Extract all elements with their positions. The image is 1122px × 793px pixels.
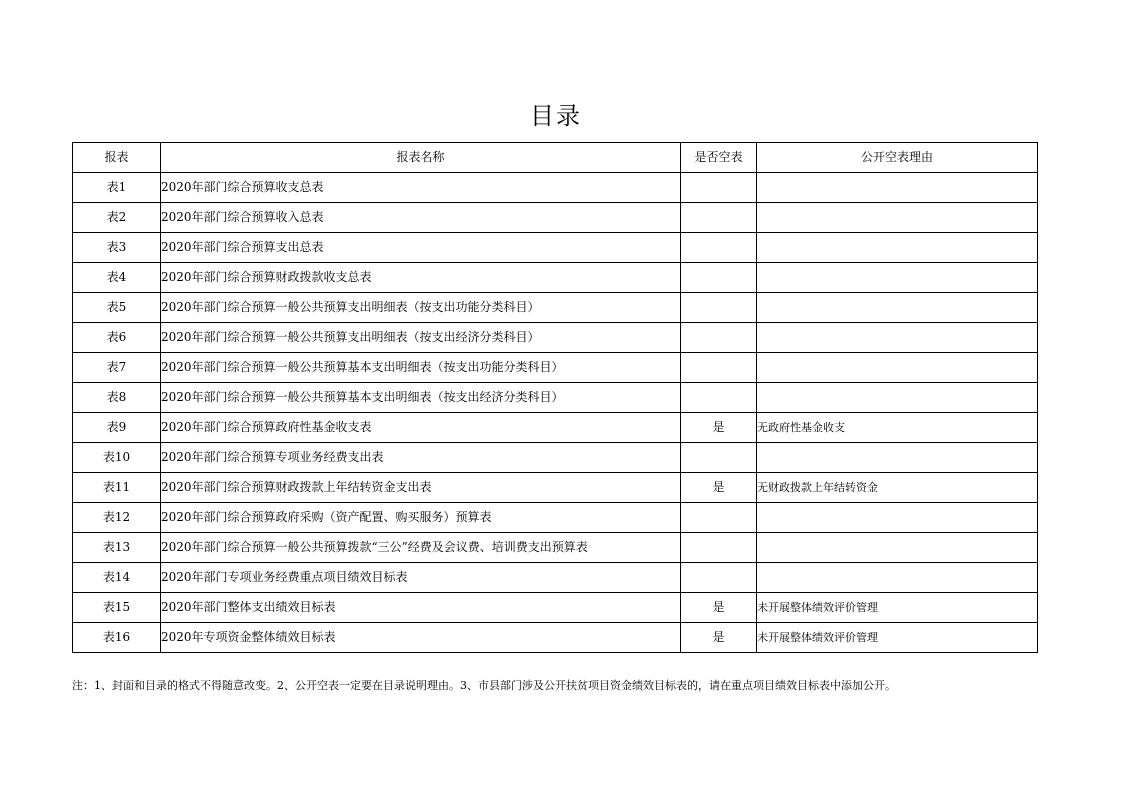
report-no-cell: 表13 — [73, 533, 161, 563]
report-no-cell: 表16 — [73, 623, 161, 653]
table-header-row — [73, 143, 1038, 173]
is-empty-cell: 是 — [681, 593, 757, 623]
report-name-cell: 2020年部门综合预算一般公共预算基本支出明细表（按支出功能分类科目） — [161, 353, 681, 383]
is-empty-cell: 是 — [681, 413, 757, 443]
report-name-cell: 2020年部门综合预算政府采购（资产配置、购买服务）预算表 — [161, 503, 681, 533]
empty-reason-cell — [757, 233, 1038, 263]
report-no-cell: 表10 — [73, 443, 161, 473]
report-name-cell: 2020年专项资金整体绩效目标表 — [161, 623, 681, 653]
table-row — [73, 563, 1038, 593]
report-name-cell: 2020年部门综合预算收入总表 — [161, 203, 681, 233]
report-no-cell: 表9 — [73, 413, 161, 443]
empty-reason-cell — [757, 533, 1038, 563]
table-row — [73, 413, 1038, 443]
empty-reason-cell — [757, 443, 1038, 473]
footnote: 注：1、封面和目录的格式不得随意改变。2、公开空表一定要在目录说明理由。3、市县部门涉及公开扶贫项目资金绩效目标表的，请在重点项目绩效目标表中添加公开。 — [72, 679, 896, 692]
report-no-cell: 表8 — [73, 383, 161, 413]
table-row — [73, 503, 1038, 533]
header-is-empty: 是否空表 — [681, 143, 757, 173]
table-row — [73, 443, 1038, 473]
report-name-cell: 2020年部门整体支出绩效目标表 — [161, 593, 681, 623]
report-index-table — [72, 142, 1038, 653]
is-empty-cell — [681, 533, 757, 563]
report-name-cell: 2020年部门综合预算政府性基金收支表 — [161, 413, 681, 443]
table-row — [73, 293, 1038, 323]
report-name-cell: 2020年部门综合预算专项业务经费支出表 — [161, 443, 681, 473]
is-empty-cell — [681, 383, 757, 413]
is-empty-cell: 是 — [681, 623, 757, 653]
empty-reason-cell — [757, 203, 1038, 233]
report-no-cell: 表12 — [73, 503, 161, 533]
empty-reason-cell — [757, 563, 1038, 593]
is-empty-cell — [681, 263, 757, 293]
header-report-no: 报表 — [73, 143, 161, 173]
report-name-cell: 2020年部门综合预算一般公共预算支出明细表（按支出经济分类科目） — [161, 323, 681, 353]
report-no-cell: 表3 — [73, 233, 161, 263]
empty-reason-cell: 无政府性基金收支 — [757, 413, 1038, 443]
report-name-cell: 2020年部门综合预算财政拨款收支总表 — [161, 263, 681, 293]
table-row — [73, 533, 1038, 563]
is-empty-cell — [681, 353, 757, 383]
table-row — [73, 623, 1038, 653]
empty-reason-cell — [757, 353, 1038, 383]
report-name-cell: 2020年部门综合预算财政拨款上年结转资金支出表 — [161, 473, 681, 503]
table-row — [73, 263, 1038, 293]
empty-reason-cell — [757, 503, 1038, 533]
report-no-cell: 表4 — [73, 263, 161, 293]
empty-reason-cell — [757, 173, 1038, 203]
report-name-cell: 2020年部门综合预算一般公共预算支出明细表（按支出功能分类科目） — [161, 293, 681, 323]
table-row — [73, 233, 1038, 263]
is-empty-cell: 是 — [681, 473, 757, 503]
is-empty-cell — [681, 323, 757, 353]
report-no-cell: 表1 — [73, 173, 161, 203]
is-empty-cell — [681, 173, 757, 203]
table-row — [73, 473, 1038, 503]
report-no-cell: 表6 — [73, 323, 161, 353]
report-name-cell: 2020年部门综合预算一般公共预算拨款“三公”经费及会议费、培训费支出预算表 — [161, 533, 681, 563]
table-row — [73, 203, 1038, 233]
is-empty-cell — [681, 503, 757, 533]
empty-reason-cell: 无财政拨款上年结转资金 — [757, 473, 1038, 503]
report-no-cell: 表15 — [73, 593, 161, 623]
empty-reason-cell — [757, 323, 1038, 353]
table-row — [73, 593, 1038, 623]
is-empty-cell — [681, 563, 757, 593]
empty-reason-cell — [757, 383, 1038, 413]
report-name-cell: 2020年部门综合预算收支总表 — [161, 173, 681, 203]
report-no-cell: 表5 — [73, 293, 161, 323]
table-row — [73, 323, 1038, 353]
report-no-cell: 表11 — [73, 473, 161, 503]
report-no-cell: 表7 — [73, 353, 161, 383]
is-empty-cell — [681, 443, 757, 473]
report-name-cell: 2020年部门综合预算支出总表 — [161, 233, 681, 263]
table-row — [73, 383, 1038, 413]
report-no-cell: 表2 — [73, 203, 161, 233]
report-name-cell: 2020年部门综合预算一般公共预算基本支出明细表（按支出经济分类科目） — [161, 383, 681, 413]
empty-reason-cell — [757, 293, 1038, 323]
report-no-cell: 表14 — [73, 563, 161, 593]
page-title: 目录 — [530, 102, 582, 130]
header-report-name: 报表名称 — [161, 143, 681, 173]
empty-reason-cell: 未开展整体绩效评价管理 — [757, 623, 1038, 653]
report-name-cell: 2020年部门专项业务经费重点项目绩效目标表 — [161, 563, 681, 593]
empty-reason-cell — [757, 263, 1038, 293]
is-empty-cell — [681, 293, 757, 323]
is-empty-cell — [681, 203, 757, 233]
header-empty-reason: 公开空表理由 — [757, 143, 1038, 173]
is-empty-cell — [681, 233, 757, 263]
table-row — [73, 173, 1038, 203]
empty-reason-cell: 未开展整体绩效评价管理 — [757, 593, 1038, 623]
table-row — [73, 353, 1038, 383]
